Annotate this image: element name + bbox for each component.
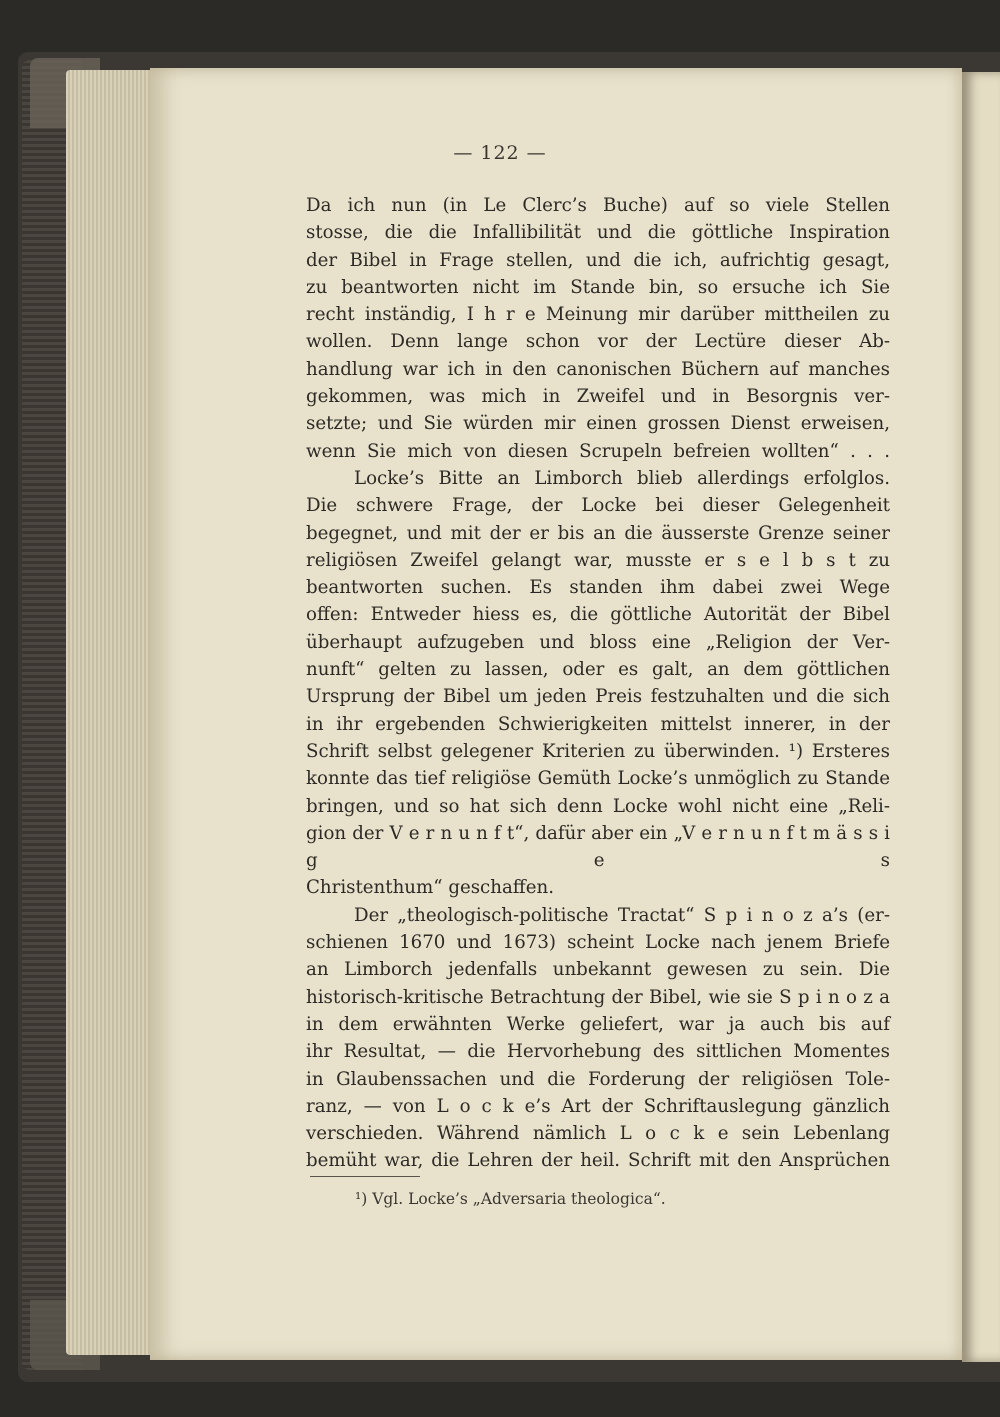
text-line: schienen 1670 und 1673) scheint Locke nach jenem Briefe: [306, 932, 890, 954]
footnote-marker: ¹): [355, 1190, 368, 1208]
text-line: historisch-kritische Betrachtung der Bibel, wie sie S p i n o z a: [306, 986, 890, 1008]
text-line: recht inständig, I h r e Meinung mir darüber mittheilen zu: [306, 304, 890, 326]
text-line: verschieden. Während nämlich L o c k e sein Lebenlang: [306, 1123, 890, 1145]
text-line: Da ich nun (in Le Clerc’s Buche) auf so viele Stellen: [306, 195, 890, 216]
text-line: Schrift selbst gelegener Kriterien zu überwinden. ¹) Ersteres: [306, 740, 890, 762]
facing-page-edge: [962, 72, 1000, 1362]
text-line: bemüht war, die Lehren der heil. Schrift mit den Ansprüchen: [306, 1150, 890, 1172]
text-line: gion der V e r n u n f t“, dafür aber ein „V e r n u n f t m ä s s i g e s: [306, 822, 890, 872]
page-edges: [66, 70, 162, 1355]
text-line: in dem erwähnten Werke geliefert, war ja auch bis auf: [306, 1013, 890, 1035]
text-line: handlung war ich in den canonischen Büchern auf manches: [306, 358, 890, 380]
footnote: [355, 1190, 666, 1208]
text-line: Ursprung der Bibel um jeden Preis festzuhalten und die sich: [306, 686, 890, 708]
text-line: ranz, — von L o c k e’s Art der Schriftauslegung gänzlich: [306, 1095, 890, 1117]
text-line: Die schwere Frage, der Locke bei dieser Gelegenheit: [306, 495, 890, 517]
text-line: offen: Entweder hiess es, die göttliche Autorität der Bibel: [306, 604, 890, 626]
text-line: religiösen Zweifel gelangt war, musste er s e l b s t zu: [306, 549, 890, 571]
text-line: zu beantworten nicht im Stande bin, so ersuche ich Sie: [306, 276, 890, 298]
text-line: überhaupt aufzugeben und bloss eine „Religion der Ver-: [306, 631, 890, 653]
text-line: ihr Resultat, — die Hervorhebung des sittlichen Momentes: [306, 1041, 890, 1063]
text-line: Christenthum“ geschaffen.: [306, 877, 554, 899]
page-number: — 122 —: [453, 142, 547, 164]
text-line: an Limborch jedenfalls unbekannt gewesen zu sein. Die: [306, 959, 890, 981]
text-line: beantworten suchen. Es standen ihm dabei zwei Wege: [306, 577, 890, 599]
text-line: bringen, und so hat sich denn Locke wohl nicht eine „Reli-: [306, 795, 890, 817]
text-line: nunft“ gelten zu lassen, oder es galt, an dem göttlichen: [306, 659, 890, 681]
body-text: [306, 192, 890, 1175]
text-line: Locke’s Bitte an Limborch blieb allerdings erfolglos.: [354, 467, 890, 489]
footnote-rule: [310, 1176, 420, 1177]
text-line: der Bibel in Frage stellen, und die ich, aufrichtig gesagt,: [306, 249, 890, 271]
text-line: wenn Sie mich von diesen Scrupeln befreien wollten“ . . .: [306, 440, 890, 462]
text-line: Der „theologisch-politische Tractat“ S p i n o z a’s (er-: [354, 904, 890, 926]
footnote-text: Vgl. Locke’s „Adversaria theologica“.: [367, 1190, 666, 1208]
text-line: begegnet, und mit der er bis an die äusserste Grenze seiner: [306, 522, 890, 544]
text-line: in Glaubenssachen und die Forderung der religiösen Tole-: [306, 1068, 890, 1090]
text-line: in ihr ergebenden Schwierigkeiten mittelst innerer, in der: [306, 713, 890, 735]
text-line: konnte das tief religiöse Gemüth Locke’s unmöglich zu Stande: [306, 768, 890, 790]
text-line: wollen. Denn lange schon vor der Lectüre dieser Ab-: [306, 331, 890, 353]
text-line: stosse, die die Infallibilität und die göttliche Inspiration: [306, 222, 890, 244]
text-line: setzte; und Sie würden mir einen grossen Dienst erweisen,: [306, 413, 890, 435]
text-line: gekommen, was mich in Zweifel und in Besorgnis ver-: [306, 386, 890, 408]
